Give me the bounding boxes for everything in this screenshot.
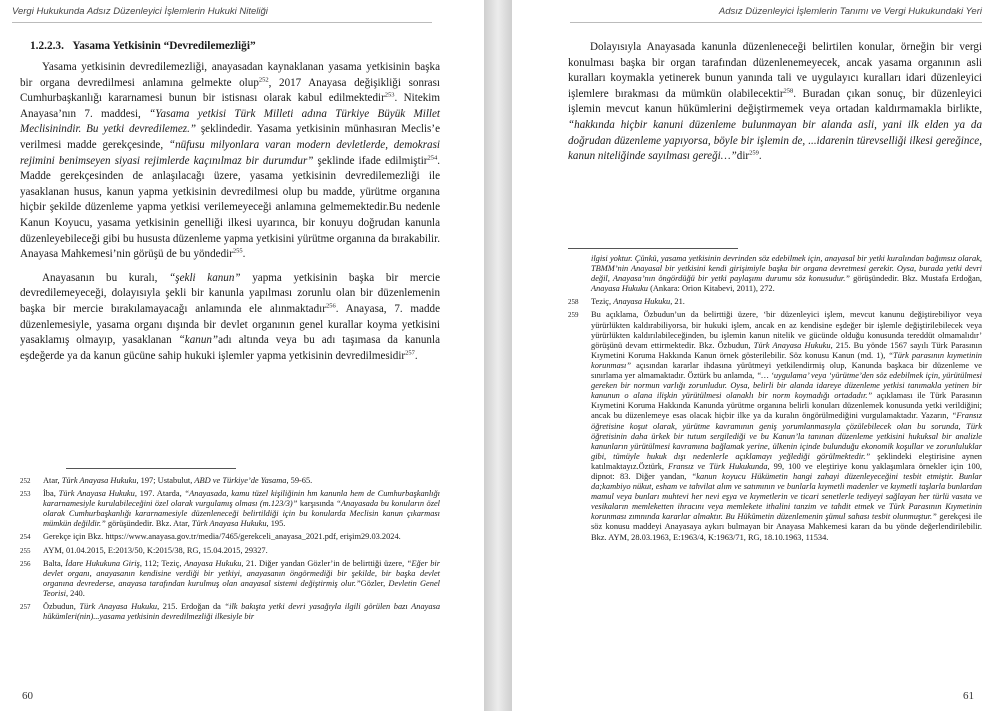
text-run: gerekçesi ile söz konusu maddeyi Anayasaya aykırı bulmayan bir Anayasa Mahkemesi kararı da bu yönde değerlendirilebilir. Bkz. AYM, 28.03.1963, E:1963/4, K:1963/71, RG, 18.10.1963, 11534.	[591, 512, 982, 542]
header-rule	[570, 22, 982, 23]
text-run: Gözler,	[360, 578, 389, 588]
footnote	[20, 559, 440, 599]
footnote-number: 253	[20, 490, 31, 499]
text-run: yapma yetkisinin başka bir mercie devredilemeyeceği, dolayısıyla şekli bir kanunla yapılması zorunlu olan bir düzenlemenin başka bir mercie bırakılamayacağı anlamında ele alınmaktadır	[20, 271, 440, 315]
text-run: .	[242, 248, 246, 261]
footnote	[20, 546, 440, 556]
text-run: . Madde gerekçesinden de anlaşılacağı üzere, yasama yetkisinin devredilemezliği ile yasaklanan husus, kanun yapma yetkisinin devredilmesi olup bu madde, yürütme organına hiçbir şekilde düzenleme yapma yetkisi verilemeyeceği anlamına gelmemektedir.Bu nedenle Kanun Koyucu, yasama yetkisinin genelliği ilkesi uyarınca, bir konuyu doğrudan kanunla düzenleyebileceği gibi bu hususta düzenleme yapma yetkisini yürütme organına da bırakabilir. Anayasa Mahkemesi’nin görüşü de bu yöndedir	[20, 154, 441, 261]
italic-text: “Fransız öğretisine koşut olarak, yürütme kavramının geniş yorumlanmasıyla çözülebilecek olan bu sorunda, Türk öğretisinin daha ürkek bir tutum sergilediği ve bu Kanun’la tanınan düzenleme yetkisini hukuksal bir analizle kanunların yürütülmesi kavramına bağlamak yerine, ülkenin içinde bulunduğu ekonomik koşullar ve zorunluluklar gibi, tümüyle hukuk dışı nedenlerle açıklamayı yeğlediği görülmektedir.”	[591, 411, 982, 461]
italic-text: ABD ve Türkiye’de Yasama	[194, 476, 287, 485]
page-number: 60	[22, 690, 33, 702]
running-head: Adsız Düzenleyici İşlemlerin Tanımı ve Vergi Hukukundaki Yeri	[718, 6, 982, 17]
footnote-number: 258	[568, 298, 579, 307]
text-run: şeklindeki eleştirisine aynen katılmaktayız.Öztürk,	[591, 451, 982, 471]
text-run: .	[414, 349, 418, 362]
right-page	[512, 0, 996, 711]
footnote-number: 252	[20, 477, 31, 485]
text-run: , 112; Teziç,	[139, 558, 184, 568]
italic-text: “Anayasada, kamu tüzel kişiliğinin hm kanunla hem de Cumhurbaşkanlığı kararnamesiyle kurulabileceğini özel olarak vurgulamış olması (m.123/3)”	[43, 489, 440, 509]
footnotes	[20, 476, 440, 625]
text-run: , 2017 Anayasa değişikliği sonrası Cumhurbaşkanlığı kararnamesi bunun bir istisnası olarak kabul edilmektedir	[20, 76, 441, 105]
footnote	[568, 297, 982, 307]
footnote-number: 257	[20, 603, 31, 612]
header-rule	[12, 22, 432, 23]
italic-text: “Eğer bir devlet organı, anayasanın kendisine verdiği bir yetkiyi, anayasanın öngörmediği bir şekilde, bir başka devlet organına devrederse, anayasa tarafından kurulmuş olan anayasal sistemi değiştirmiş olur.”	[43, 558, 440, 588]
text-run: , 195.	[266, 519, 286, 529]
footnote	[20, 532, 440, 542]
text-run: şeklindedir. Yasama yetkisinin münhasıran Meclis’e verilmesi madde gerekçesinde,	[20, 123, 440, 151]
text-run: , 21.	[670, 297, 685, 307]
footnote-separator	[66, 468, 236, 469]
italic-text: Fransız ve Türk Hukukunda	[668, 461, 768, 471]
footnote-number: 256	[20, 559, 31, 568]
footnote-ref: 252	[258, 75, 269, 83]
paragraph	[568, 40, 982, 165]
text-run: , 21. Diğer yandan Gözler’in de belirttiği üzere,	[241, 558, 407, 568]
italic-text: “… ‘uygulama’ veya ‘yürütme’den söz edebilmek için, yürütülmesi gereken bir normun varlığı zorunludur. Oysa, belirli bir alanda idareye düzenleme yetkisi tanımakla yetinen bir kanunun o alana ilişkin yürütülmesi olanaklı bir norm koymadığı ortadadır.”	[591, 371, 982, 401]
italic-text: Devletin Genel Teorisi	[43, 578, 440, 598]
footnote-number: 255	[20, 546, 31, 555]
text-run: , 215. Bu yönde 1567 sayılı Türk Parasının Kıymetini Koruma Hakkında Kanun örnek gösterilebilir. Söz konusu Kanun (md. 1),	[591, 340, 983, 360]
footnote	[568, 310, 982, 542]
text-run: Gerekçe için Bkz. https://www.anayasa.gov.tr/media/7465/gerekceli_anayasa_2021.pdf, erişim29.03.2024.	[43, 532, 401, 542]
italic-text: Türk Anayasa Hukuku	[191, 519, 267, 529]
text-run: , 197; Ustabulut,	[136, 476, 195, 485]
italic-text: “kanun koyucu Hükümetin hangi zahayi düzenleyeceğini tesbit etmiştir. Bunlar da;kambiyo nükut, esham ve tahvilat alım ve satımının ve bunlarla kıymetli madenler ve kıymetli taşlarla bunlardan mamul veya bunları muhtevi her nevi eşya ve kıymetlerin ve ticari senetlerle tediyeyi sağlayan her türlü vasıta ve vesikaların memleketten ihracını veya memlekete ithalini tanzim ve tahdit etmek ve Türk Parasının Kıymetinin korunması zımnında kararlar almaktır. Bu Hükümetin düzenlemenin şümul sahası tesbit olunmuştur.”	[591, 471, 982, 522]
text-run: . Buradan çıkan sonuç, bir düzenleyici işlemin mevcut kanun hükümlerini değiştirmemek veya ortadan kaldırmamakla birlikte,	[568, 87, 983, 116]
footnote-ref: 255	[232, 247, 243, 255]
text-run: karşısında	[297, 499, 337, 509]
body-text	[568, 40, 982, 165]
italic-text: Türk Anayasa Hukuku	[61, 476, 137, 485]
text-run: İba,	[43, 489, 59, 499]
text-run: açısından kararlar ihdasına yürütmeyi yetkilendirmiş olup, Kanunda başkaca bir düzenleme ve sınırlama yer almamaktadır. Öztürk bu anlamda,	[591, 360, 982, 381]
italic-text: “ilk bakışta yetki devri yasağıyla ilgili görülen bazı Anayasa hükümleri(nin)...yasama yetkisinin devredilmezliği ilkesiyle bir	[43, 602, 441, 622]
paragraph	[20, 60, 440, 263]
text-run: . Nitekim Anayasa’nın 7. maddesi,	[20, 92, 441, 120]
text-run: Anayasanın bu kuralı,	[42, 271, 170, 284]
text-run: Yasama yetkisinin devredilemezliği, anayasadan kaynaklanan yasama yetkisinin başka bir organa devredilmesi anlamına gelmekte olup	[20, 61, 440, 89]
italic-text: Türk Anayasa Hukuku	[753, 340, 831, 350]
footnote-continuation	[568, 254, 982, 294]
text-run: , 59-65.	[286, 476, 313, 485]
italic-text: Anayasa Hukuku	[591, 284, 648, 294]
text-run: , 240.	[65, 588, 85, 598]
text-run: Dolayısıyla Anayasada kanunla düzenleneceği belirtilen konular, örneğin bir vergi konulması başka bir organ tarafından düzenlenemeyecek, ancak yasama organının asli kuralları koymakla yetinerek bunun yanında tali ve uygulayıcı kuralları idari düzenleyici işlemlere bırakması da mümkün olabilecektir	[568, 41, 982, 100]
footnotes	[568, 254, 982, 546]
italic-text: “Türk parasının kıymetinin korunması”	[591, 350, 982, 370]
text-run: görüşündedir. Bkz. Atar,	[105, 519, 192, 529]
text-run: Teziç,	[591, 297, 614, 307]
italic-text: “Yasama yetkisi Türk Milleti adına Türkiye Büyük Millet Meclisinindir. Bu yetki devredilemez.”	[20, 107, 440, 136]
text-run: Özbudun,	[43, 602, 80, 612]
main-text	[20, 40, 440, 364]
italic-text: “hakkında hiçbir kanuni düzenleme bulunmayan bir alanda asli, yani ilk elden ya da doğrudan düzenleme yapıyorsa, böyle bir işlemin de, ...idarenin türevselliği ilkesi gereğince, kanun niteliğinde sayılması gereği…”	[568, 118, 982, 163]
italic-text: “nüfusu milyonlara varan modern devletlerde, demokrasi rejimini benimseyen siyasi rejimlerde kaçınılmaz bir durumdur”	[20, 138, 440, 167]
footnote-separator	[568, 248, 738, 249]
section-title: 1.2.2.3. Yasama Yetkisinin “Devredilemezliği”	[30, 40, 256, 52]
text-run: dir	[736, 150, 750, 163]
text-run: , 197. Atarda,	[134, 489, 185, 499]
text-run: adı altında veya bu adı taşımasa da kanunla eşdeğerde ya da kanun gücüne sahip hukuki işlemler yapma yetkisinin devredilmesidir	[20, 334, 440, 362]
text-run: .	[758, 150, 762, 163]
italic-text: Türk Anayasa Hukuku	[58, 489, 135, 499]
main-text	[568, 40, 982, 165]
italic-text: “Anayasada bu konuların özel olarak Cumhurbaşkanlığı kararnamesiyle düzenleneceği belirtildiği için bu konularda Meclisin kanun çıkarması mümkün değildir.”	[43, 499, 440, 529]
book-gutter	[484, 0, 512, 711]
running-head: Vergi Hukukunda Adsız Düzenleyici İşlemlerin Hukuki Niteliği	[12, 6, 268, 17]
footnote-number: 259	[568, 311, 579, 320]
italic-text: “kanun”	[178, 334, 219, 347]
italic-text: Anayasa Hukuku	[613, 297, 671, 307]
text-run: Balta,	[43, 558, 66, 568]
page-number: 61	[963, 690, 974, 702]
footnote-ref: 259	[749, 149, 759, 157]
text-run: , 215. Erdoğan da	[157, 602, 225, 612]
footnote-ref: 257	[405, 349, 415, 356]
text-run: görüşündedir. Bkz. Mustafa Erdoğan,	[849, 274, 982, 284]
body-text	[20, 60, 440, 364]
footnote-ref: 253	[384, 91, 395, 99]
left-page	[0, 0, 484, 711]
italic-text: Anayasa Hukuku	[184, 558, 242, 568]
text-run: Bu açıklama, Özbudun’un da belirttiği üzere, ‘bir düzenleyici işlem, mevcut kanunu değiştirebiliyor veya yürürlükten kaldırabiliyorsa, bir hukuki işlem, ancak en az kendisine eşdeğer bir işlemle değiştirilebilecek veya yürürlükten kaldırılabileceğinden, bu işlemin kanun nitelik ve gücünde olduğu konusunda tereddüt olmamalıdır’ görüşünü devam ettirmektedir. Bkz. Özbudun,	[591, 310, 982, 350]
footnote	[20, 489, 440, 529]
text-run: şeklinde ifade edilmiştir	[313, 154, 428, 167]
footnote	[20, 476, 440, 486]
italic-text: Türk Anayasa Hukuku	[79, 602, 158, 612]
italic-text: ilgisi yoktur. Çünkü, yasama yetkisinin devrinden söz edebilmek için, anayasal bir yetki kuralından bağımsız olarak, TBMM’nin Anayasal bir yetkisini kendi girişimiyle başka bir organa devretmesi gerekir. Oysa, burada yetki devri değil, Anayasa’nın öngördüğü bir yetki paylaşımı durumu söz konusudur.”	[591, 254, 982, 284]
text-run: . Anayasa, 7. madde düzenlemesiyle, yasama organı dışında bir devlet organının genel kurallar koyma yetkisini yasaklamış olmayıp, yasaklanan	[20, 302, 441, 347]
footnote-ref: 254	[427, 153, 438, 161]
footnote-ref: 258	[783, 87, 794, 95]
text-run: Atar,	[43, 476, 62, 485]
italic-text: İdare Hukukuna Giriş	[65, 558, 140, 568]
footnote-ref: 256	[325, 302, 336, 310]
text-run: (Ankara: Orion Kitabevi, 2011), 272.	[647, 284, 775, 294]
text-run: açıklaması ile Türk Parasının Kıymetini Koruma Hakkında Kanunda yürütme organına belirli konuları düzenlemek konusunda yetki verildiğini; ancak bu düzenlemeye esas olacak hiçbir ilke ya da kuralın öngörülmediğini vurgulamaktadır. Yazarın,	[591, 391, 982, 421]
text-run: , 99, 100 ve eleştiriye konu yaklaşımlara örnekler için 100, dipnot: 83. Diğer yandan,	[591, 461, 982, 481]
paragraph	[20, 271, 440, 365]
footnote-number: 254	[20, 533, 31, 542]
italic-text: “şekli kanun”	[169, 271, 241, 284]
footnote	[20, 602, 440, 622]
text-run: AYM, 01.04.2015, E:2013/50, K:2015/38, RG, 15.04.2015, 29327.	[43, 545, 268, 555]
